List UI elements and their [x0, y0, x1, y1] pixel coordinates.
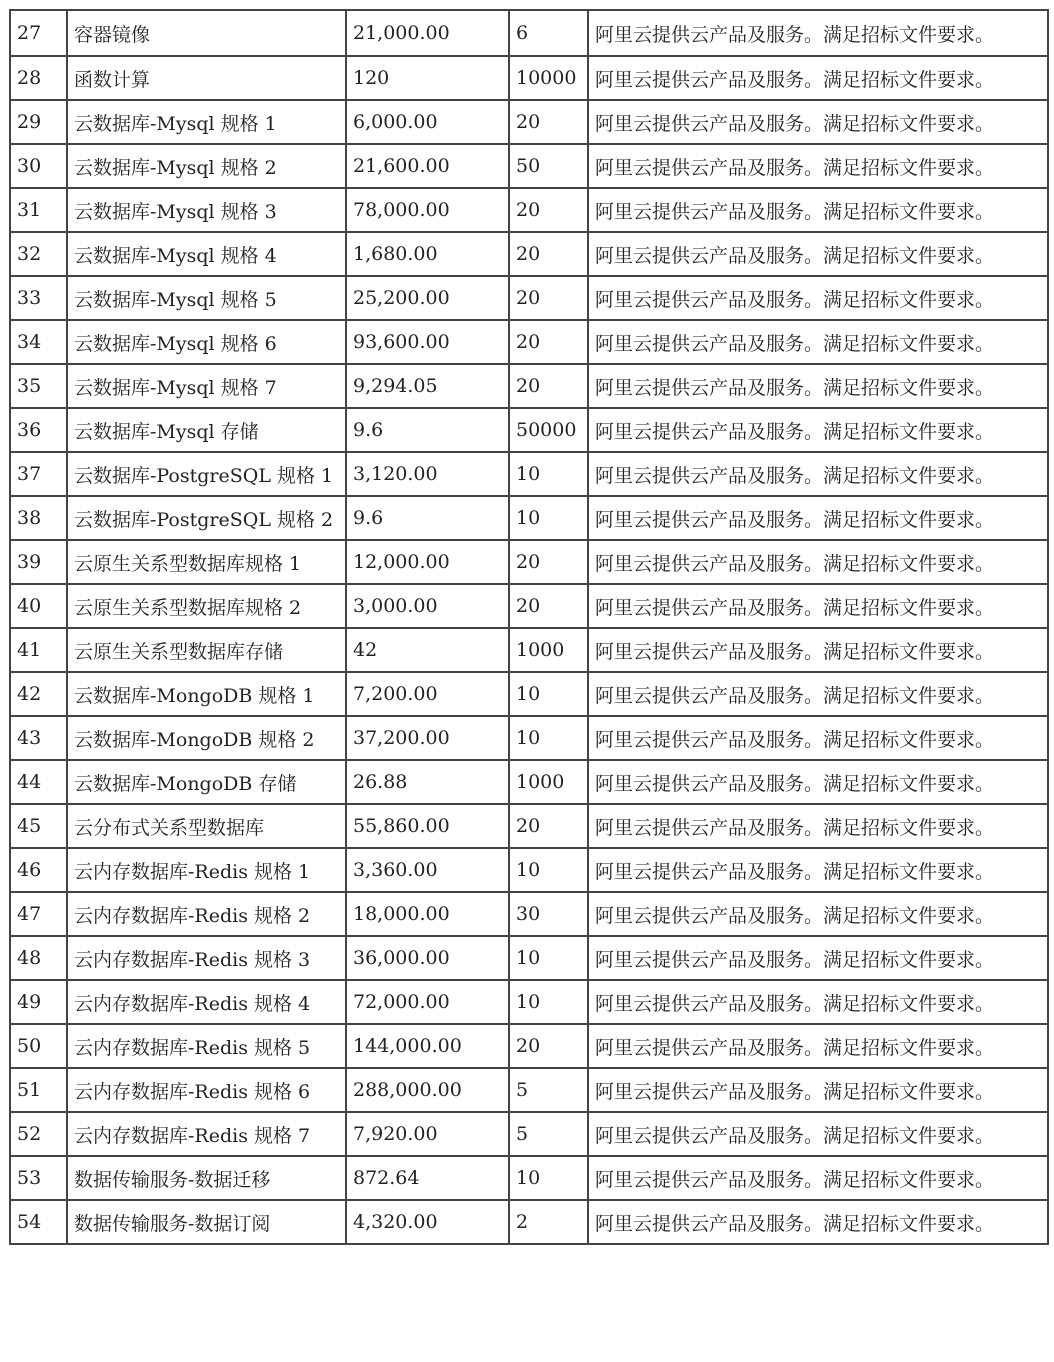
product-name-cell: 云内存数据库-Redis 规格 3 [67, 936, 346, 980]
product-name-cell: 云数据库-Mysql 存储 [67, 408, 346, 452]
row-number-cell: 48 [10, 936, 67, 980]
quantity-cell: 20 [509, 188, 588, 232]
quantity-cell: 20 [509, 1024, 588, 1068]
row-number-cell: 33 [10, 276, 67, 320]
response-description-cell: 阿里云提供云产品及服务。满足招标文件要求。 [588, 628, 1048, 672]
unit-price-cell: 872.64 [346, 1156, 509, 1200]
unit-price-cell: 37,200.00 [346, 716, 509, 760]
row-number-cell: 44 [10, 760, 67, 804]
product-name-cell: 云数据库-PostgreSQL 规格 1 [67, 452, 346, 496]
quantity-cell: 2 [509, 1200, 588, 1244]
unit-price-cell: 26.88 [346, 760, 509, 804]
unit-price-cell: 12,000.00 [346, 540, 509, 584]
table-row [10, 232, 1048, 276]
product-name-cell: 云内存数据库-Redis 规格 6 [67, 1068, 346, 1112]
row-number-cell: 50 [10, 1024, 67, 1068]
response-description-cell: 阿里云提供云产品及服务。满足招标文件要求。 [588, 188, 1048, 232]
unit-price-cell: 120 [346, 56, 509, 100]
product-table [9, 9, 1049, 1245]
response-description-cell: 阿里云提供云产品及服务。满足招标文件要求。 [588, 980, 1048, 1024]
response-description-cell: 阿里云提供云产品及服务。满足招标文件要求。 [588, 1200, 1048, 1244]
row-number-cell: 40 [10, 584, 67, 628]
unit-price-cell: 3,000.00 [346, 584, 509, 628]
unit-price-cell: 6,000.00 [346, 100, 509, 144]
unit-price-cell: 3,120.00 [346, 452, 509, 496]
product-name-cell: 云数据库-PostgreSQL 规格 2 [67, 496, 346, 540]
response-description-cell: 阿里云提供云产品及服务。满足招标文件要求。 [588, 760, 1048, 804]
product-name-cell: 云内存数据库-Redis 规格 5 [67, 1024, 346, 1068]
response-description-cell: 阿里云提供云产品及服务。满足招标文件要求。 [588, 320, 1048, 364]
table-row [10, 980, 1048, 1024]
row-number-cell: 43 [10, 716, 67, 760]
quantity-cell: 20 [509, 540, 588, 584]
quantity-cell: 20 [509, 320, 588, 364]
response-description-cell: 阿里云提供云产品及服务。满足招标文件要求。 [588, 144, 1048, 188]
response-description-cell: 阿里云提供云产品及服务。满足招标文件要求。 [588, 10, 1048, 56]
response-description-cell: 阿里云提供云产品及服务。满足招标文件要求。 [588, 1024, 1048, 1068]
product-name-cell: 云数据库-Mysql 规格 1 [67, 100, 346, 144]
table-row [10, 1024, 1048, 1068]
row-number-cell: 54 [10, 1200, 67, 1244]
quantity-cell: 10000 [509, 56, 588, 100]
table-row [10, 364, 1048, 408]
row-number-cell: 45 [10, 804, 67, 848]
product-name-cell: 云数据库-MongoDB 规格 1 [67, 672, 346, 716]
table-row [10, 1200, 1048, 1244]
quantity-cell: 50000 [509, 408, 588, 452]
response-description-cell: 阿里云提供云产品及服务。满足招标文件要求。 [588, 1068, 1048, 1112]
unit-price-cell: 36,000.00 [346, 936, 509, 980]
quantity-cell: 20 [509, 276, 588, 320]
response-description-cell: 阿里云提供云产品及服务。满足招标文件要求。 [588, 496, 1048, 540]
product-name-cell: 云分布式关系型数据库 [67, 804, 346, 848]
row-number-cell: 42 [10, 672, 67, 716]
unit-price-cell: 72,000.00 [346, 980, 509, 1024]
unit-price-cell: 1,680.00 [346, 232, 509, 276]
unit-price-cell: 3,360.00 [346, 848, 509, 892]
table-row [10, 320, 1048, 364]
row-number-cell: 37 [10, 452, 67, 496]
quantity-cell: 10 [509, 1156, 588, 1200]
product-name-cell: 云数据库-Mysql 规格 5 [67, 276, 346, 320]
response-description-cell: 阿里云提供云产品及服务。满足招标文件要求。 [588, 892, 1048, 936]
row-number-cell: 32 [10, 232, 67, 276]
unit-price-cell: 9.6 [346, 496, 509, 540]
table-row [10, 540, 1048, 584]
product-name-cell: 云原生关系型数据库存储 [67, 628, 346, 672]
row-number-cell: 39 [10, 540, 67, 584]
table-row [10, 892, 1048, 936]
unit-price-cell: 78,000.00 [346, 188, 509, 232]
table-row [10, 408, 1048, 452]
response-description-cell: 阿里云提供云产品及服务。满足招标文件要求。 [588, 936, 1048, 980]
unit-price-cell: 25,200.00 [346, 276, 509, 320]
response-description-cell: 阿里云提供云产品及服务。满足招标文件要求。 [588, 672, 1048, 716]
row-number-cell: 51 [10, 1068, 67, 1112]
row-number-cell: 52 [10, 1112, 67, 1156]
quantity-cell: 20 [509, 232, 588, 276]
quantity-cell: 6 [509, 10, 588, 56]
response-description-cell: 阿里云提供云产品及服务。满足招标文件要求。 [588, 1156, 1048, 1200]
unit-price-cell: 9,294.05 [346, 364, 509, 408]
row-number-cell: 49 [10, 980, 67, 1024]
response-description-cell: 阿里云提供云产品及服务。满足招标文件要求。 [588, 408, 1048, 452]
product-name-cell: 云内存数据库-Redis 规格 4 [67, 980, 346, 1024]
row-number-cell: 31 [10, 188, 67, 232]
product-name-cell: 云数据库-MongoDB 存储 [67, 760, 346, 804]
product-name-cell: 函数计算 [67, 56, 346, 100]
table-row [10, 452, 1048, 496]
table-row [10, 100, 1048, 144]
quantity-cell: 30 [509, 892, 588, 936]
row-number-cell: 41 [10, 628, 67, 672]
table-row [10, 716, 1048, 760]
product-name-cell: 云数据库-Mysql 规格 2 [67, 144, 346, 188]
response-description-cell: 阿里云提供云产品及服务。满足招标文件要求。 [588, 232, 1048, 276]
product-name-cell: 云原生关系型数据库规格 2 [67, 584, 346, 628]
row-number-cell: 36 [10, 408, 67, 452]
quantity-cell: 20 [509, 804, 588, 848]
response-description-cell: 阿里云提供云产品及服务。满足招标文件要求。 [588, 56, 1048, 100]
response-description-cell: 阿里云提供云产品及服务。满足招标文件要求。 [588, 540, 1048, 584]
unit-price-cell: 55,860.00 [346, 804, 509, 848]
unit-price-cell: 144,000.00 [346, 1024, 509, 1068]
product-name-cell: 云内存数据库-Redis 规格 1 [67, 848, 346, 892]
unit-price-cell: 42 [346, 628, 509, 672]
table-row [10, 144, 1048, 188]
quantity-cell: 20 [509, 100, 588, 144]
row-number-cell: 29 [10, 100, 67, 144]
table-row [10, 276, 1048, 320]
product-name-cell: 云数据库-Mysql 规格 3 [67, 188, 346, 232]
response-description-cell: 阿里云提供云产品及服务。满足招标文件要求。 [588, 100, 1048, 144]
row-number-cell: 47 [10, 892, 67, 936]
product-name-cell: 云数据库-Mysql 规格 6 [67, 320, 346, 364]
quantity-cell: 20 [509, 364, 588, 408]
response-description-cell: 阿里云提供云产品及服务。满足招标文件要求。 [588, 716, 1048, 760]
table-row [10, 1068, 1048, 1112]
product-name-cell: 容器镜像 [67, 10, 346, 56]
unit-price-cell: 7,200.00 [346, 672, 509, 716]
product-name-cell: 数据传输服务-数据订阅 [67, 1200, 346, 1244]
table-row [10, 584, 1048, 628]
response-description-cell: 阿里云提供云产品及服务。满足招标文件要求。 [588, 452, 1048, 496]
product-name-cell: 数据传输服务-数据迁移 [67, 1156, 346, 1200]
table-row [10, 804, 1048, 848]
response-description-cell: 阿里云提供云产品及服务。满足招标文件要求。 [588, 848, 1048, 892]
table-row [10, 56, 1048, 100]
unit-price-cell: 9.6 [346, 408, 509, 452]
table-row [10, 628, 1048, 672]
quantity-cell: 5 [509, 1112, 588, 1156]
response-description-cell: 阿里云提供云产品及服务。满足招标文件要求。 [588, 364, 1048, 408]
product-name-cell: 云数据库-Mysql 规格 4 [67, 232, 346, 276]
table-row [10, 188, 1048, 232]
quantity-cell: 1000 [509, 760, 588, 804]
table-body [10, 10, 1048, 1244]
table-row [10, 672, 1048, 716]
unit-price-cell: 7,920.00 [346, 1112, 509, 1156]
row-number-cell: 46 [10, 848, 67, 892]
unit-price-cell: 93,600.00 [346, 320, 509, 364]
table-row [10, 760, 1048, 804]
quantity-cell: 50 [509, 144, 588, 188]
table-row [10, 848, 1048, 892]
response-description-cell: 阿里云提供云产品及服务。满足招标文件要求。 [588, 1112, 1048, 1156]
quantity-cell: 10 [509, 496, 588, 540]
table-row [10, 1112, 1048, 1156]
quantity-cell: 1000 [509, 628, 588, 672]
unit-price-cell: 21,000.00 [346, 10, 509, 56]
quantity-cell: 10 [509, 980, 588, 1024]
response-description-cell: 阿里云提供云产品及服务。满足招标文件要求。 [588, 584, 1048, 628]
quantity-cell: 5 [509, 1068, 588, 1112]
row-number-cell: 34 [10, 320, 67, 364]
response-description-cell: 阿里云提供云产品及服务。满足招标文件要求。 [588, 276, 1048, 320]
product-name-cell: 云原生关系型数据库规格 1 [67, 540, 346, 584]
row-number-cell: 28 [10, 56, 67, 100]
row-number-cell: 53 [10, 1156, 67, 1200]
table-row [10, 10, 1048, 56]
unit-price-cell: 21,600.00 [346, 144, 509, 188]
unit-price-cell: 288,000.00 [346, 1068, 509, 1112]
product-name-cell: 云内存数据库-Redis 规格 7 [67, 1112, 346, 1156]
product-name-cell: 云内存数据库-Redis 规格 2 [67, 892, 346, 936]
table-row [10, 496, 1048, 540]
quantity-cell: 20 [509, 584, 588, 628]
product-name-cell: 云数据库-MongoDB 规格 2 [67, 716, 346, 760]
quantity-cell: 10 [509, 936, 588, 980]
quantity-cell: 10 [509, 672, 588, 716]
row-number-cell: 30 [10, 144, 67, 188]
quantity-cell: 10 [509, 716, 588, 760]
row-number-cell: 27 [10, 10, 67, 56]
quantity-cell: 10 [509, 452, 588, 496]
quantity-cell: 10 [509, 848, 588, 892]
product-name-cell: 云数据库-Mysql 规格 7 [67, 364, 346, 408]
row-number-cell: 38 [10, 496, 67, 540]
row-number-cell: 35 [10, 364, 67, 408]
unit-price-cell: 18,000.00 [346, 892, 509, 936]
table-row [10, 936, 1048, 980]
table-row [10, 1156, 1048, 1200]
unit-price-cell: 4,320.00 [346, 1200, 509, 1244]
response-description-cell: 阿里云提供云产品及服务。满足招标文件要求。 [588, 804, 1048, 848]
